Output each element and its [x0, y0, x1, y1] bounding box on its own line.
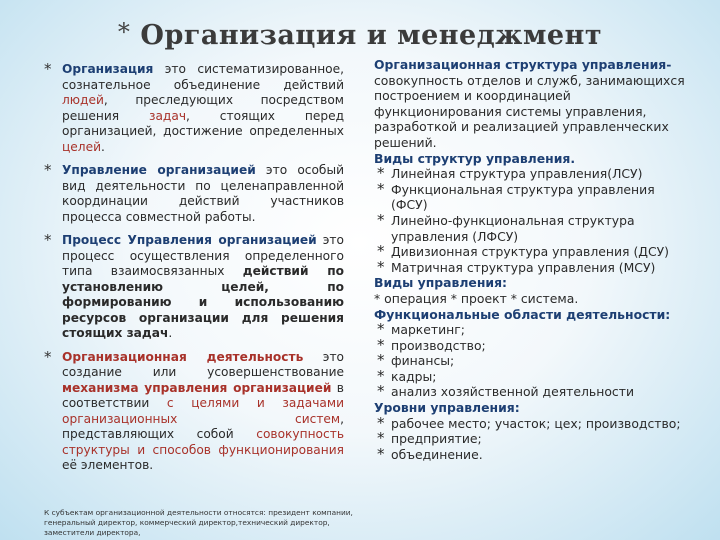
- definition-management: * Управление организацией это особый вид деятельности по целенаправленной координации действий участников процесса совместной работы.: [44, 161, 344, 224]
- kinds-heading: Виды управления:: [374, 275, 507, 291]
- definition-organization: * Организация это систематизированное, сознательное объединение действий людей, преследующих посредством решения задач, стоящих перед организацией, достижение определенных целей.: [44, 60, 344, 154]
- structure-heading: Организационная структура управления-: [374, 57, 672, 72]
- title-star: *: [117, 18, 131, 46]
- list-item: * финансы;: [377, 351, 455, 370]
- footnote: К субъектам организационной деятельности относятся: президент компании, генеральный директор, коммерческий директор,технический директор, заместители директора,: [44, 508, 353, 537]
- types-heading: Виды структур управления.: [374, 150, 576, 166]
- list-item: * Матричная структура управления (МСУ): [377, 257, 656, 276]
- list-item: * анализ хозяйственной деятельности: [377, 382, 634, 401]
- definition-process: * Процесс Управления организацией это процесс осуществления определенного типа взаимосвязанных действий по установлению целей, по формированию и использованию ресурсов организации для решения стоящих задач.: [44, 231, 344, 340]
- list-item: * производство;: [377, 335, 486, 354]
- areas-heading: Функциональные области деятельности:: [374, 306, 671, 322]
- page-title: [0, 18, 720, 51]
- list-item: * объединение.: [377, 444, 483, 463]
- levels-heading: Уровни управления:: [374, 400, 520, 416]
- structure-text: совокупность отделов и служб, занимающихся построением и координацией функционирования системы управления, разработкой и реализацией управленческих решений.: [374, 72, 685, 150]
- kinds-text: * операция * проект * система.: [374, 290, 579, 306]
- list-item: * кадры;: [377, 366, 437, 385]
- right-column: [374, 57, 694, 462]
- list-item: * рабочее место; участок; цех; производство;: [377, 413, 681, 432]
- list-item: * Линейная структура управления(ЛСУ): [377, 164, 643, 183]
- list-item: * Дивизионная структура управления (ДСУ): [377, 242, 669, 261]
- definition-org-activity: * Организационная деятельность это создание или усовершенствование механизма управления организацией в соответствии с целями и задачами организационных систем, представляющих собой совокупность структуры и способов функционирования её элементов.: [44, 347, 344, 472]
- title-text: Организация и менеджмент: [140, 20, 603, 51]
- list-item: * предприятие;: [377, 429, 482, 448]
- list-item: * Линейно-функциональная структура управления (ЛФСУ): [377, 210, 635, 244]
- list-item: * Функциональная структура управления (ФСУ): [377, 179, 655, 213]
- list-item: * маркетинг;: [377, 320, 465, 339]
- left-column: [44, 62, 344, 482]
